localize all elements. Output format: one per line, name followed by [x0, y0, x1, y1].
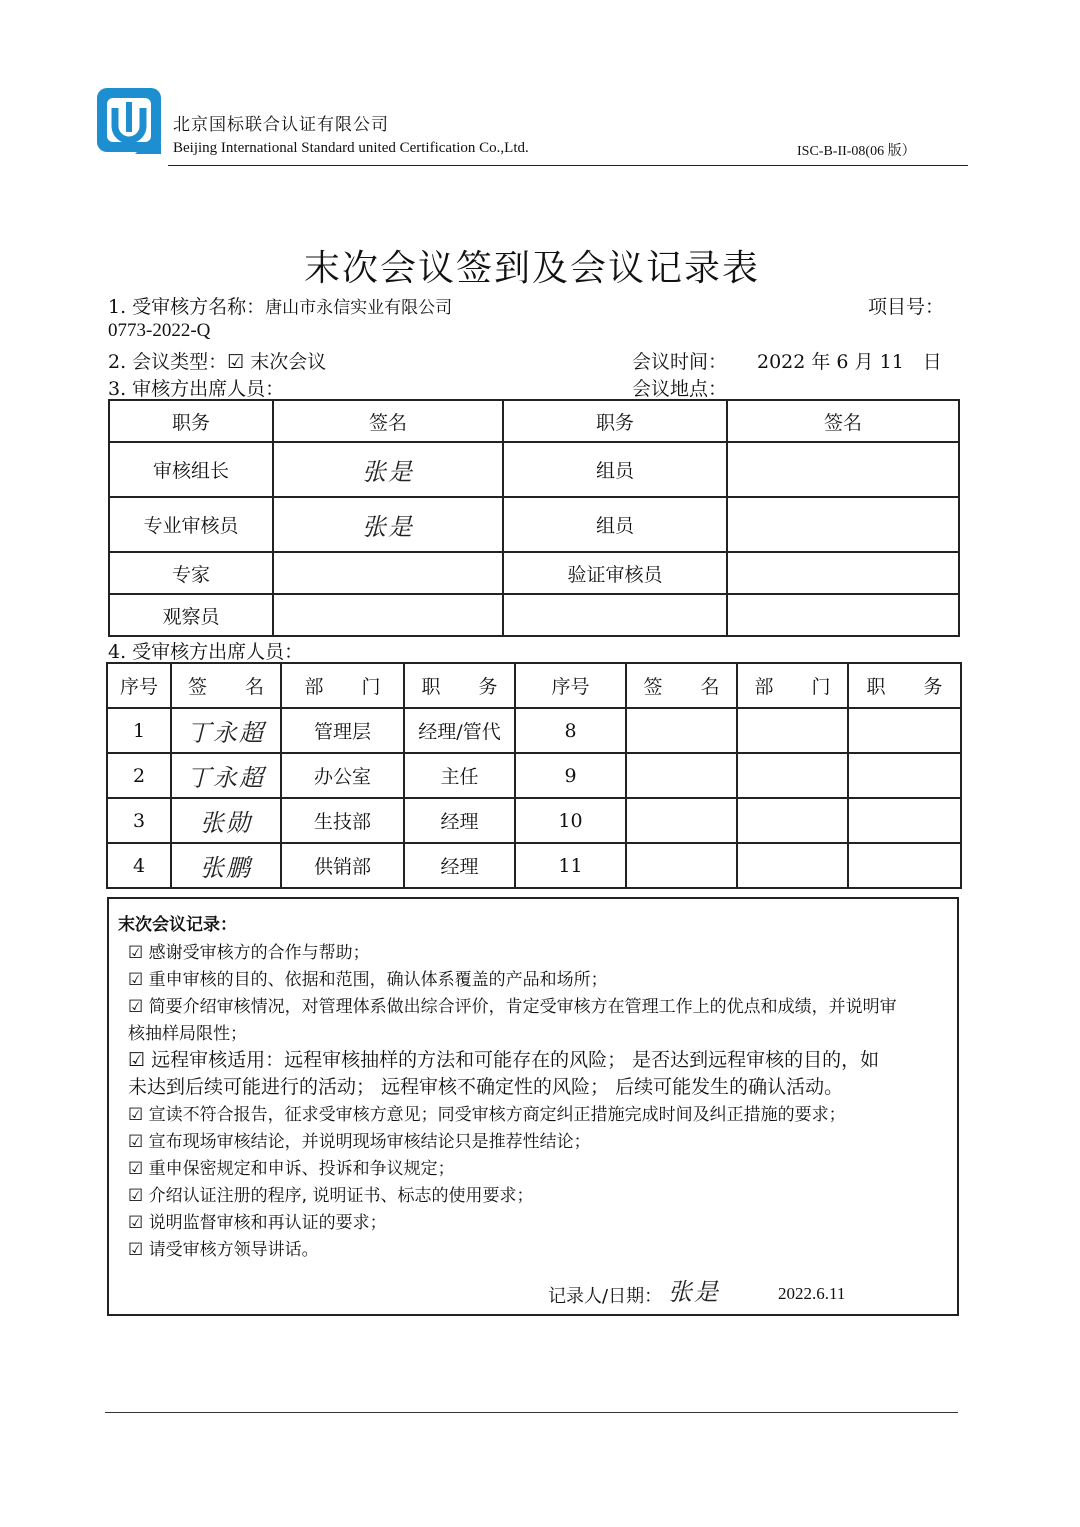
header-cell: 部 门: [737, 663, 848, 708]
record-item: ☑ 宣布现场审核结论，并说明现场审核结论只是推荐性结论；: [128, 1132, 591, 1152]
department-cell: 管理层: [281, 708, 404, 753]
table-header-row: [107, 663, 961, 708]
recorder-signature: 张是: [668, 1278, 720, 1306]
table-row: [107, 708, 961, 753]
meeting-place-label: 会议地点：: [632, 378, 728, 400]
recorder-label: 记录人/日期：: [548, 1286, 663, 1307]
role-cell: 审核组长: [109, 442, 273, 497]
table-row: [109, 552, 959, 594]
auditee-name-line: [108, 292, 452, 319]
header-cell: 职 务: [848, 663, 961, 708]
signature-cell: [273, 552, 503, 594]
record-item: 未达到后续可能进行的活动； 远程审核不确定性的风险； 后续可能发生的确认活动。: [128, 1076, 844, 1098]
position-cell: [848, 843, 961, 888]
project-no: 0773-2022-Q: [108, 320, 211, 341]
number-cell: 10: [515, 798, 626, 843]
project-no-label: 项目号：: [868, 296, 945, 318]
table-header-row: [109, 400, 959, 442]
signature-cell: [626, 708, 737, 753]
record-item: ☑ 远程审核适用：远程审核抽样的方法和可能存在的风险； 是否达到远程审核的目的，如: [128, 1049, 880, 1071]
page-title: 末次会议签到及会议记录表: [303, 248, 760, 289]
record-item: ☑ 宣读不符合报告，征求受审核方意见；同受审核方商定纠正措施完成时间及纠正措施的要求；: [128, 1105, 846, 1125]
position-cell: 主任: [404, 753, 515, 798]
position-cell: [848, 798, 961, 843]
company-name-cn: 北京国标联合认证有限公司: [173, 115, 389, 135]
meeting-type-label: 2. 会议类型：: [108, 351, 228, 373]
header-cell: 部 门: [281, 663, 404, 708]
position-cell: 经理/管代: [404, 708, 515, 753]
meeting-type-checkbox: ☑ 末次会议: [227, 351, 327, 373]
auditee-name: 唐山市永信实业有限公司: [265, 298, 453, 318]
header-cell: 职务: [503, 400, 727, 442]
signature-cell: [626, 753, 737, 798]
audit-attendees-label: 3. 审核方出席人员：: [108, 378, 285, 400]
record-item: ☑ 介绍认证注册的程序, 说明证书、标志的使用要求；: [128, 1186, 534, 1206]
department-cell: 供销部: [281, 843, 404, 888]
role-cell: 验证审核员: [503, 552, 727, 594]
record-item: ☑ 说明监督审核和再认证的要求；: [128, 1213, 387, 1233]
record-item: 核抽样局限性；: [128, 1024, 247, 1044]
position-cell: [848, 708, 961, 753]
header-cell: 签名: [273, 400, 503, 442]
record-item: ☑ 感谢受审核方的合作与帮助；: [128, 943, 370, 963]
signature-cell: [727, 594, 959, 636]
audit-team-table: [108, 399, 960, 637]
record-item: ☑ 重申审核的目的、依据和范围，确认体系覆盖的产品和场所；: [128, 970, 608, 990]
role-cell: 观察员: [109, 594, 273, 636]
department-cell: 生技部: [281, 798, 404, 843]
number-cell: 1: [107, 708, 171, 753]
position-cell: 经理: [404, 843, 515, 888]
record-item: ☑ 简要介绍审核情况，对管理体系做出综合评价，肯定受审核方在管理工作上的优点和成绩，并说明审: [128, 997, 897, 1017]
table-row: [107, 798, 961, 843]
number-cell: 11: [515, 843, 626, 888]
meeting-type-line: [108, 347, 326, 374]
record-item: ☑ 重申保密规定和申诉、投诉和争议规定；: [128, 1159, 455, 1179]
header-cell: 签名: [727, 400, 959, 442]
department-cell: [737, 843, 848, 888]
header-divider: [168, 165, 968, 166]
meeting-time-label: 会议时间：: [632, 351, 728, 373]
position-cell: [848, 753, 961, 798]
number-cell: 3: [107, 798, 171, 843]
signature-cell: [727, 442, 959, 497]
signature-cell: 张勋: [171, 798, 281, 843]
header-cell: 签 名: [171, 663, 281, 708]
role-cell: [503, 594, 727, 636]
department-cell: [737, 798, 848, 843]
signature-cell: 丁永超: [171, 753, 281, 798]
signature-cell: [626, 843, 737, 888]
bisc-logo-icon: [95, 86, 163, 156]
signature-cell: [727, 552, 959, 594]
record-item: ☑ 请受审核方领导讲话。: [128, 1240, 319, 1260]
number-cell: 9: [515, 753, 626, 798]
role-cell: 专业审核员: [109, 497, 273, 552]
footer-divider: [105, 1412, 958, 1413]
signature-cell: 张鹏: [171, 843, 281, 888]
auditee-attendees-table: [106, 662, 962, 889]
table-row: [107, 843, 961, 888]
header-cell: 职务: [109, 400, 273, 442]
role-cell: 组员: [503, 442, 727, 497]
signature-cell: [273, 594, 503, 636]
record-date: 2022.6.11: [778, 1284, 846, 1303]
company-name-en: Beijing International Standard united Certification Co.,Ltd.: [173, 140, 529, 156]
signature-cell: 丁永超: [171, 708, 281, 753]
table-row: [107, 753, 961, 798]
number-cell: 4: [107, 843, 171, 888]
department-cell: [737, 753, 848, 798]
auditee-label: 1. 受审核方名称：: [108, 296, 266, 318]
header-cell: 职 务: [404, 663, 515, 708]
table-row: [109, 497, 959, 552]
signature-cell: 张是: [273, 442, 503, 497]
header-cell: 序号: [107, 663, 171, 708]
auditee-attendees-label: 4. 受审核方出席人员：: [108, 641, 304, 663]
department-cell: [737, 708, 848, 753]
meeting-time: 2022 年 6 月 11 日: [757, 351, 942, 373]
number-cell: 2: [107, 753, 171, 798]
position-cell: 经理: [404, 798, 515, 843]
number-cell: 8: [515, 708, 626, 753]
role-cell: 专家: [109, 552, 273, 594]
header-cell: 签 名: [626, 663, 737, 708]
record-title: 末次会议记录：: [118, 915, 237, 935]
document-code: ISC-B-II-08(06 版）: [797, 144, 916, 159]
department-cell: 办公室: [281, 753, 404, 798]
table-row: [109, 442, 959, 497]
role-cell: 组员: [503, 497, 727, 552]
signature-cell: [727, 497, 959, 552]
signature-cell: [626, 798, 737, 843]
table-row: [109, 594, 959, 636]
header-cell: 序号: [515, 663, 626, 708]
signature-cell: 张是: [273, 497, 503, 552]
